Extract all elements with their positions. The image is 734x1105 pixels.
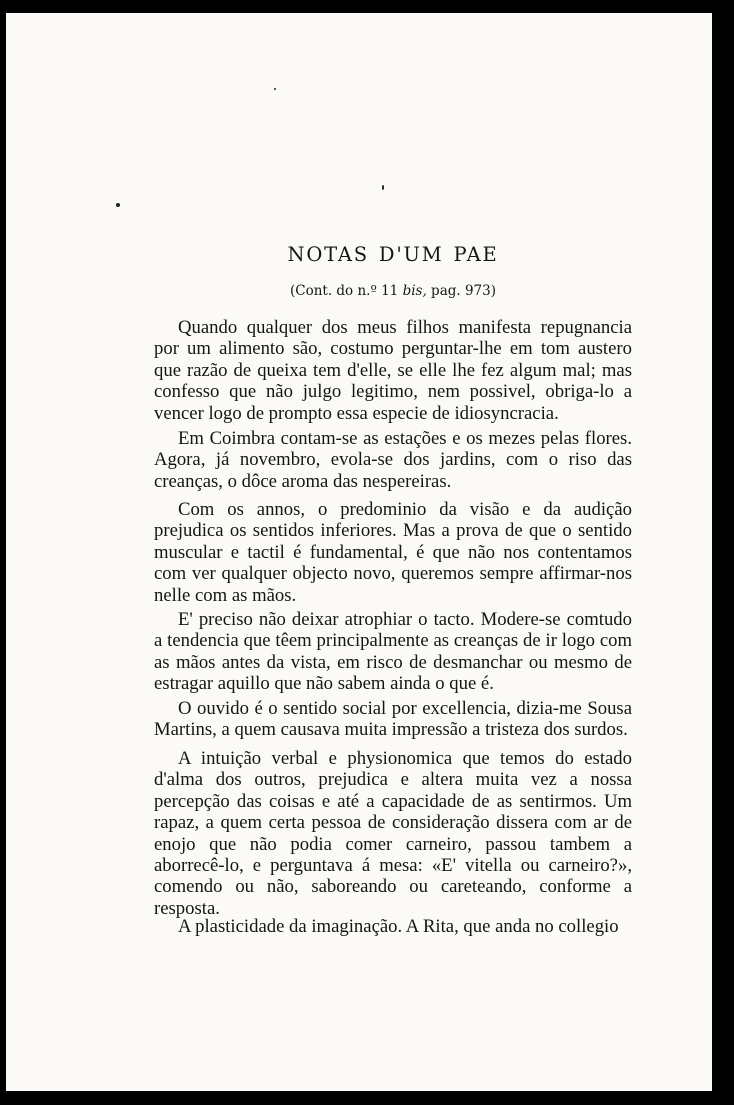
ink-speck (116, 203, 120, 207)
ink-speck (274, 88, 276, 90)
subtitle-prefix: (Cont. do n.º 11 (289, 283, 403, 299)
subtitle-italic: bis, (402, 283, 427, 299)
page-title: NOTAS D'UM PAE (287, 243, 499, 266)
paragraph-6: A intuição verbal e physionomica que temos do estado d'alma dos outros, prejudica e altera muita vez a nossa percepção das coisas e até a capacidade de as sentirmos. Um rapaz, a quem certa pessoa de consideração dissera com ar de enojo que não podia comer carneiro, passou tambem a aborrecê-lo, e perguntava á mesa: «E' vitella ou carneiro?», comendo ou não, saboreando ou careteando, conforme a resposta. (154, 748, 632, 919)
paragraph-2: Em Coimbra contam-se as estações e os mezes pelas flores. Agora, já novembro, evola-se dos jardins, com o riso das creanças, o dôce aroma das nespereiras. (154, 428, 632, 492)
ink-speck (382, 185, 384, 190)
page-sheet (6, 13, 712, 1091)
paragraph-1: Quando qualquer dos meus filhos manifesta repugnancia por um alimento são, costumo perguntar-lhe em tom austero que razão de queixa tem d'elle, se elle lhe fez algum mal; mas confesso que não julgo legitimo, nem possivel, obriga-lo a vencer logo de prompto essa especie de idiosyncracia. (154, 317, 632, 424)
paragraph-4: E' preciso não deixar atrophiar o tacto. Modere-se comtudo a tendencia que têem principalmente as creanças de ir logo com as mãos antes da vista, em risco de desmanchar ou mesmo de estragar aquillo que não sabem ainda o que é. (154, 609, 632, 695)
subtitle-suffix: pag. 973) (426, 283, 497, 299)
paragraph-3: Com os annos, o predominio da visão e da audição prejudica os sentidos inferiores. Mas a prova de que o sentido muscular e tactil é fundamental, é que não nos contentamos com ver qualquer objecto novo, queremos sempre affirmar-nos nelle com as mãos. (154, 499, 632, 606)
subtitle (154, 283, 632, 299)
paragraph-7: A plasticidade da imaginação. A Rita, que anda no collegio (178, 916, 619, 937)
paragraph-5: O ouvido é o sentido social por excellencia, dizia-me Sousa Martins, a quem causava muita impressão a tristeza dos surdos. (154, 698, 632, 741)
